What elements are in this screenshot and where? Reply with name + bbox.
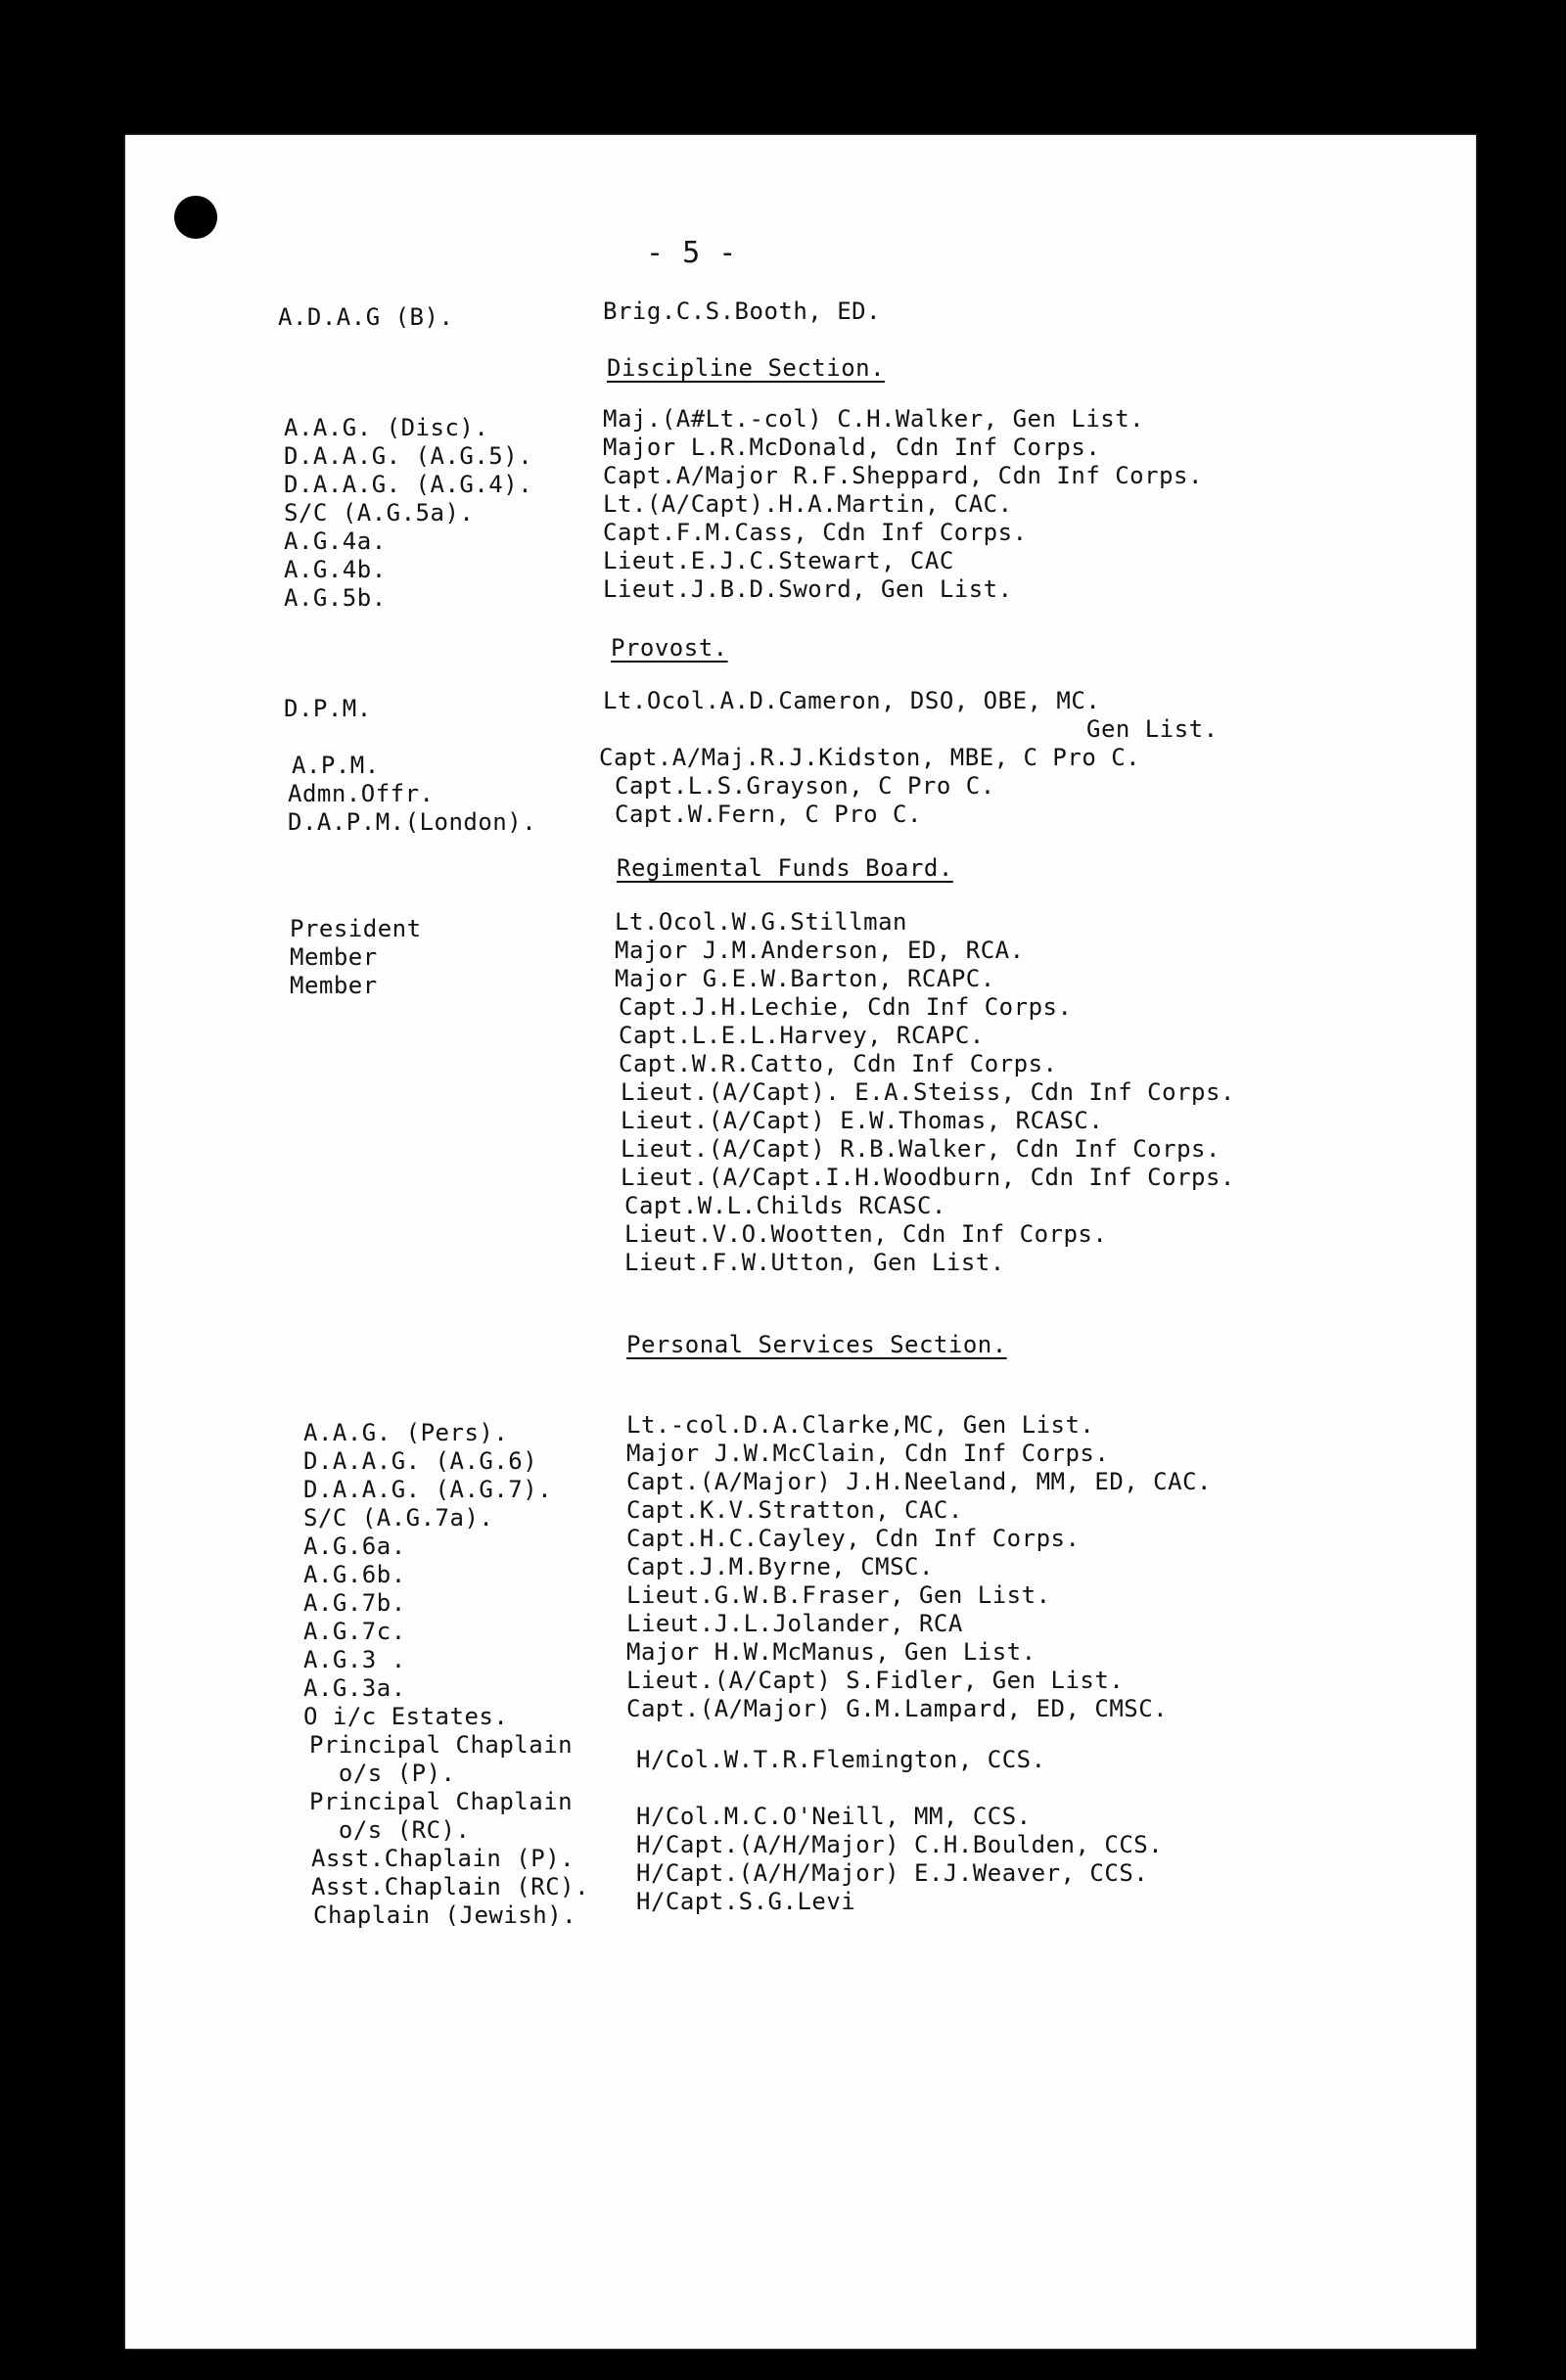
- row-label: D.A.A.G. (A.G.7).: [303, 1476, 553, 1503]
- funds-member: Lieut.F.W.Utton, Gen List.: [624, 1249, 1005, 1276]
- funds-member: Lt.Ocol.W.G.Stillman: [615, 908, 907, 936]
- row-label: A.G.4b.: [284, 556, 387, 583]
- funds-label: Member: [290, 943, 378, 971]
- row-label: D.A.P.M.(London).: [288, 808, 537, 836]
- row-value: Lt.Ocol.A.D.Cameron, DSO, OBE, MC.: [603, 687, 1101, 714]
- row-label: Chaplain (Jewish).: [313, 1901, 577, 1929]
- punch-hole: [174, 196, 217, 239]
- funds-heading: Regimental Funds Board.: [617, 854, 953, 882]
- row-label: A.P.M.: [292, 752, 380, 779]
- funds-member: Lieut.(A/Capt). E.A.Steiss, Cdn Inf Corps.: [621, 1078, 1235, 1106]
- funds-member: Lieut.(A/Capt) R.B.Walker, Cdn Inf Corps.: [621, 1135, 1221, 1163]
- row-value: Capt.A/Major R.F.Sheppard, Cdn Inf Corps.: [603, 462, 1203, 489]
- row-value: Capt.(A/Major) J.H.Neeland, MM, ED, CAC.: [626, 1468, 1212, 1495]
- row-label: o/s (P).: [309, 1760, 456, 1787]
- row-value: Lieut.E.J.C.Stewart, CAC: [603, 547, 954, 574]
- row-value: Lieut.G.W.B.Fraser, Gen List.: [626, 1581, 1051, 1609]
- row-label: Admn.Offr.: [288, 780, 435, 807]
- row-label: D.A.A.G. (A.G.6): [303, 1447, 538, 1475]
- row-value: Capt.K.V.Stratton, CAC.: [626, 1496, 963, 1524]
- row-label: A.G.5b.: [284, 584, 387, 612]
- row-value: Major H.W.McManus, Gen List.: [626, 1638, 1036, 1666]
- row-value: Lt.(A/Capt).H.A.Martin, CAC.: [603, 490, 1013, 518]
- funds-member: Lieut.V.O.Wootten, Cdn Inf Corps.: [624, 1220, 1108, 1248]
- row-label: O i/c Estates.: [303, 1703, 509, 1730]
- row-value: H/Capt.S.G.Levi: [636, 1888, 856, 1915]
- row-value: Capt.J.M.Byrne, CMSC.: [626, 1553, 934, 1580]
- page-number: - 5 -: [646, 236, 737, 270]
- row-label: A.G.7c.: [303, 1618, 406, 1645]
- row-label: A.G.4a.: [284, 527, 387, 555]
- row-label: o/s (RC).: [309, 1816, 471, 1844]
- row-label: A.G.6b.: [303, 1561, 406, 1588]
- row-value: H/Col.M.C.O'Neill, MM, CCS.: [636, 1803, 1032, 1830]
- row-value: Capt.F.M.Cass, Cdn Inf Corps.: [603, 519, 1028, 546]
- row-label: Asst.Chaplain (P).: [311, 1845, 576, 1872]
- row-label: D.A.A.G. (A.G.5).: [284, 442, 533, 470]
- header-value: Brig.C.S.Booth, ED.: [603, 298, 882, 325]
- row-label: A.G.3a.: [303, 1674, 406, 1702]
- funds-member: Lieut.(A/Capt) E.W.Thomas, RCASC.: [621, 1107, 1104, 1134]
- row-label: A.G.7b.: [303, 1589, 406, 1617]
- row-value: Capt.W.Fern, C Pro C.: [615, 801, 922, 828]
- row-label: A.G.6a.: [303, 1533, 406, 1560]
- personal-heading: Personal Services Section.: [626, 1331, 1007, 1358]
- funds-member: Capt.W.R.Catto, Cdn Inf Corps.: [619, 1050, 1058, 1077]
- row-label: Principal Chaplain: [309, 1731, 574, 1759]
- funds-member: Capt.J.H.Lechie, Cdn Inf Corps.: [619, 993, 1073, 1021]
- row-value: Capt.A/Maj.R.J.Kidston, MBE, C Pro C.: [599, 744, 1141, 771]
- row-value: Lieut.J.L.Jolander, RCA: [626, 1610, 963, 1637]
- funds-member: Major J.M.Anderson, ED, RCA.: [615, 937, 1025, 964]
- row-value: H/Col.W.T.R.Flemington, CCS.: [636, 1746, 1046, 1773]
- funds-member: Capt.W.L.Childs RCASC.: [624, 1192, 946, 1219]
- row-label: A.A.G. (Disc).: [284, 414, 489, 441]
- row-label: A.G.3 .: [303, 1646, 406, 1673]
- row-value: Major J.W.McClain, Cdn Inf Corps.: [626, 1440, 1110, 1467]
- row-label: A.A.G. (Pers).: [303, 1419, 509, 1446]
- row-label: S/C (A.G.5a).: [284, 499, 475, 526]
- provost-heading: Provost.: [611, 634, 728, 662]
- funds-label: President: [290, 915, 422, 942]
- row-value: Major L.R.McDonald, Cdn Inf Corps.: [603, 434, 1101, 461]
- row-label: D.P.M.: [284, 695, 372, 722]
- row-value: Maj.(A#Lt.-col) C.H.Walker, Gen List.: [603, 405, 1145, 433]
- row-value: Capt.L.S.Grayson, C Pro C.: [615, 772, 995, 800]
- funds-label: Member: [290, 972, 378, 999]
- row-label: Asst.Chaplain (RC).: [311, 1873, 590, 1900]
- row-value: Capt.H.C.Cayley, Cdn Inf Corps.: [626, 1525, 1081, 1552]
- row-label: D.A.A.G. (A.G.4).: [284, 471, 533, 498]
- header-label: A.D.A.G (B).: [278, 303, 454, 331]
- funds-member: Lieut.(A/Capt.I.H.Woodburn, Cdn Inf Corps.: [621, 1164, 1235, 1191]
- row-value: H/Capt.(A/H/Major) E.J.Weaver, CCS.: [636, 1859, 1149, 1887]
- discipline-heading: Discipline Section.: [607, 354, 886, 382]
- row-value: Gen List.: [1086, 715, 1219, 743]
- row-label: S/C (A.G.7a).: [303, 1504, 494, 1532]
- row-label: Principal Chaplain: [309, 1788, 574, 1815]
- row-value: H/Capt.(A/H/Major) C.H.Boulden, CCS.: [636, 1831, 1164, 1858]
- row-value: Lt.-col.D.A.Clarke,MC, Gen List.: [626, 1411, 1095, 1439]
- funds-member: Major G.E.W.Barton, RCAPC.: [615, 965, 995, 992]
- row-value: Lieut.(A/Capt) S.Fidler, Gen List.: [626, 1667, 1125, 1694]
- funds-member: Capt.L.E.L.Harvey, RCAPC.: [619, 1022, 985, 1049]
- row-value: Lieut.J.B.D.Sword, Gen List.: [603, 575, 1013, 603]
- row-value: Capt.(A/Major) G.M.Lampard, ED, CMSC.: [626, 1695, 1169, 1722]
